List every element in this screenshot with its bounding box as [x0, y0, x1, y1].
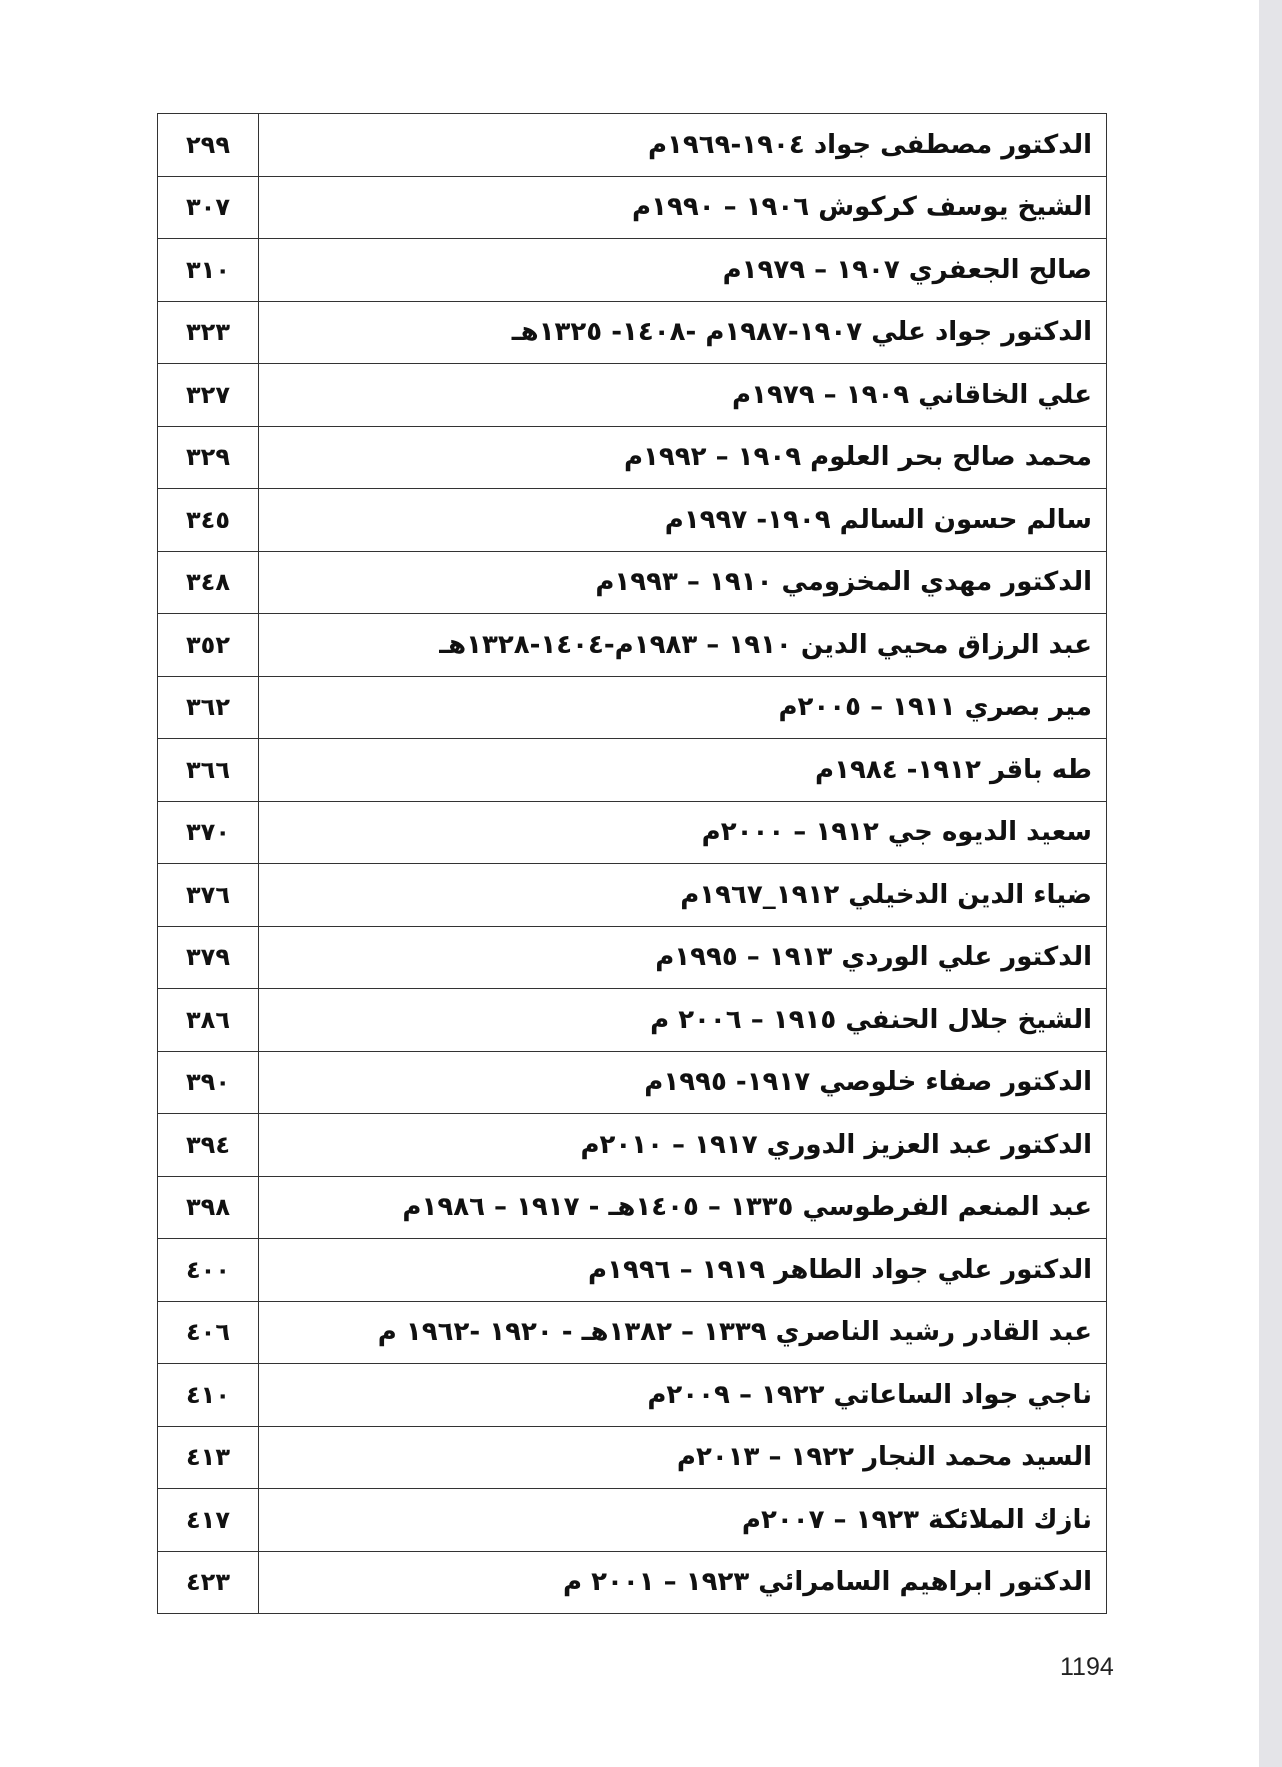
entry-name: صالح الجعفري ١٩٠٧ – ١٩٧٩م	[259, 239, 1107, 302]
table-row	[158, 1489, 1107, 1552]
entry-page-number: ٣١٠	[158, 239, 259, 302]
contents-table-body	[158, 114, 1107, 1614]
entry-name: سعيد الديوه جي ١٩١٢ – ٢٠٠٠م	[259, 801, 1107, 864]
table-row	[158, 239, 1107, 302]
entry-name: عبد الرزاق محيي الدين ١٩١٠ – ١٩٨٣م-١٤٠٤-١٣٢٨هـ	[259, 614, 1107, 677]
table-row	[158, 739, 1107, 802]
entry-page-number: ٣٩٨	[158, 1176, 259, 1239]
entry-page-number: ٤٠٦	[158, 1301, 259, 1364]
table-row	[158, 489, 1107, 552]
entry-name: الدكتور صفاء خلوصي ١٩١٧- ١٩٩٥م	[259, 1051, 1107, 1114]
entry-name: الشيخ يوسف كركوش ١٩٠٦ – ١٩٩٠م	[259, 176, 1107, 239]
entry-page-number: ٣٩٤	[158, 1114, 259, 1177]
entry-name: الدكتور مصطفى جواد ١٩٠٤-١٩٦٩م	[259, 114, 1107, 177]
entry-page-number: ٤١٧	[158, 1489, 259, 1552]
table-row	[158, 1239, 1107, 1302]
table-row	[158, 926, 1107, 989]
entry-page-number: ٣٧٠	[158, 801, 259, 864]
entry-name: الدكتور جواد علي ١٩٠٧-١٩٨٧م -١٤٠٨- ١٣٢٥هـ	[259, 301, 1107, 364]
table-row	[158, 1176, 1107, 1239]
entry-name: ناجي جواد الساعاتي ١٩٢٢ – ٢٠٠٩م	[259, 1364, 1107, 1427]
entry-page-number: ٣٧٦	[158, 864, 259, 927]
entry-name: محمد صالح بحر العلوم ١٩٠٩ – ١٩٩٢م	[259, 426, 1107, 489]
table-row	[158, 301, 1107, 364]
page-number: 1194	[1060, 1653, 1114, 1681]
contents-table	[157, 113, 1107, 1614]
table-row	[158, 864, 1107, 927]
table-row	[158, 1426, 1107, 1489]
entry-name: الدكتور عبد العزيز الدوري ١٩١٧ – ٢٠١٠م	[259, 1114, 1107, 1177]
table-row	[158, 114, 1107, 177]
entry-page-number: ٤١٣	[158, 1426, 259, 1489]
table-row	[158, 551, 1107, 614]
entry-page-number: ٣٦٢	[158, 676, 259, 739]
entry-page-number: ٢٩٩	[158, 114, 259, 177]
entry-name: عبد القادر رشيد الناصري ١٣٣٩ – ١٣٨٢هـ - ١٩٢٠ -١٩٦٢ م	[259, 1301, 1107, 1364]
table-row	[158, 426, 1107, 489]
entry-page-number: ٣٦٦	[158, 739, 259, 802]
entry-page-number: ٣٤٥	[158, 489, 259, 552]
entry-name: طه باقر ١٩١٢- ١٩٨٤م	[259, 739, 1107, 802]
entry-page-number: ٤١٠	[158, 1364, 259, 1427]
table-row	[158, 1551, 1107, 1614]
entry-name: علي الخاقاني ١٩٠٩ – ١٩٧٩م	[259, 364, 1107, 427]
table-row	[158, 1114, 1107, 1177]
entry-page-number: ٣٠٧	[158, 176, 259, 239]
entry-page-number: ٣٧٩	[158, 926, 259, 989]
table-row	[158, 364, 1107, 427]
entry-name: الشيخ جلال الحنفي ١٩١٥ – ٢٠٠٦ م	[259, 989, 1107, 1052]
entry-name: الدكتور مهدي المخزومي ١٩١٠ – ١٩٩٣م	[259, 551, 1107, 614]
table-row	[158, 176, 1107, 239]
entry-name: الدكتور علي جواد الطاهر ١٩١٩ – ١٩٩٦م	[259, 1239, 1107, 1302]
entry-name: سالم حسون السالم ١٩٠٩- ١٩٩٧م	[259, 489, 1107, 552]
entry-page-number: ٣٤٨	[158, 551, 259, 614]
entry-name: عبد المنعم الفرطوسي ١٣٣٥ – ١٤٠٥هـ - ١٩١٧ – ١٩٨٦م	[259, 1176, 1107, 1239]
table-row	[158, 614, 1107, 677]
table-row	[158, 801, 1107, 864]
entry-page-number: ٤٠٠	[158, 1239, 259, 1302]
entry-page-number: ٣٨٦	[158, 989, 259, 1052]
entry-name: مير بصري ١٩١١ – ٢٠٠٥م	[259, 676, 1107, 739]
entry-page-number: ٤٢٣	[158, 1551, 259, 1614]
entry-name: ضياء الدين الدخيلي ١٩١٢_١٩٦٧م	[259, 864, 1107, 927]
entry-page-number: ٣٢٣	[158, 301, 259, 364]
entry-name: الدكتور ابراهيم السامرائي ١٩٢٣ – ٢٠٠١ م	[259, 1551, 1107, 1614]
entry-page-number: ٣٥٢	[158, 614, 259, 677]
entry-name: نازك الملائكة ١٩٢٣ – ٢٠٠٧م	[259, 1489, 1107, 1552]
table-row	[158, 676, 1107, 739]
entry-page-number: ٣٩٠	[158, 1051, 259, 1114]
entry-page-number: ٣٢٧	[158, 364, 259, 427]
table-row	[158, 989, 1107, 1052]
viewer-margin	[1259, 0, 1282, 1767]
entry-name: السيد محمد النجار ١٩٢٢ – ٢٠١٣م	[259, 1426, 1107, 1489]
table-row	[158, 1051, 1107, 1114]
table-row	[158, 1301, 1107, 1364]
table-row	[158, 1364, 1107, 1427]
entry-name: الدكتور علي الوردي ١٩١٣ – ١٩٩٥م	[259, 926, 1107, 989]
entry-page-number: ٣٢٩	[158, 426, 259, 489]
